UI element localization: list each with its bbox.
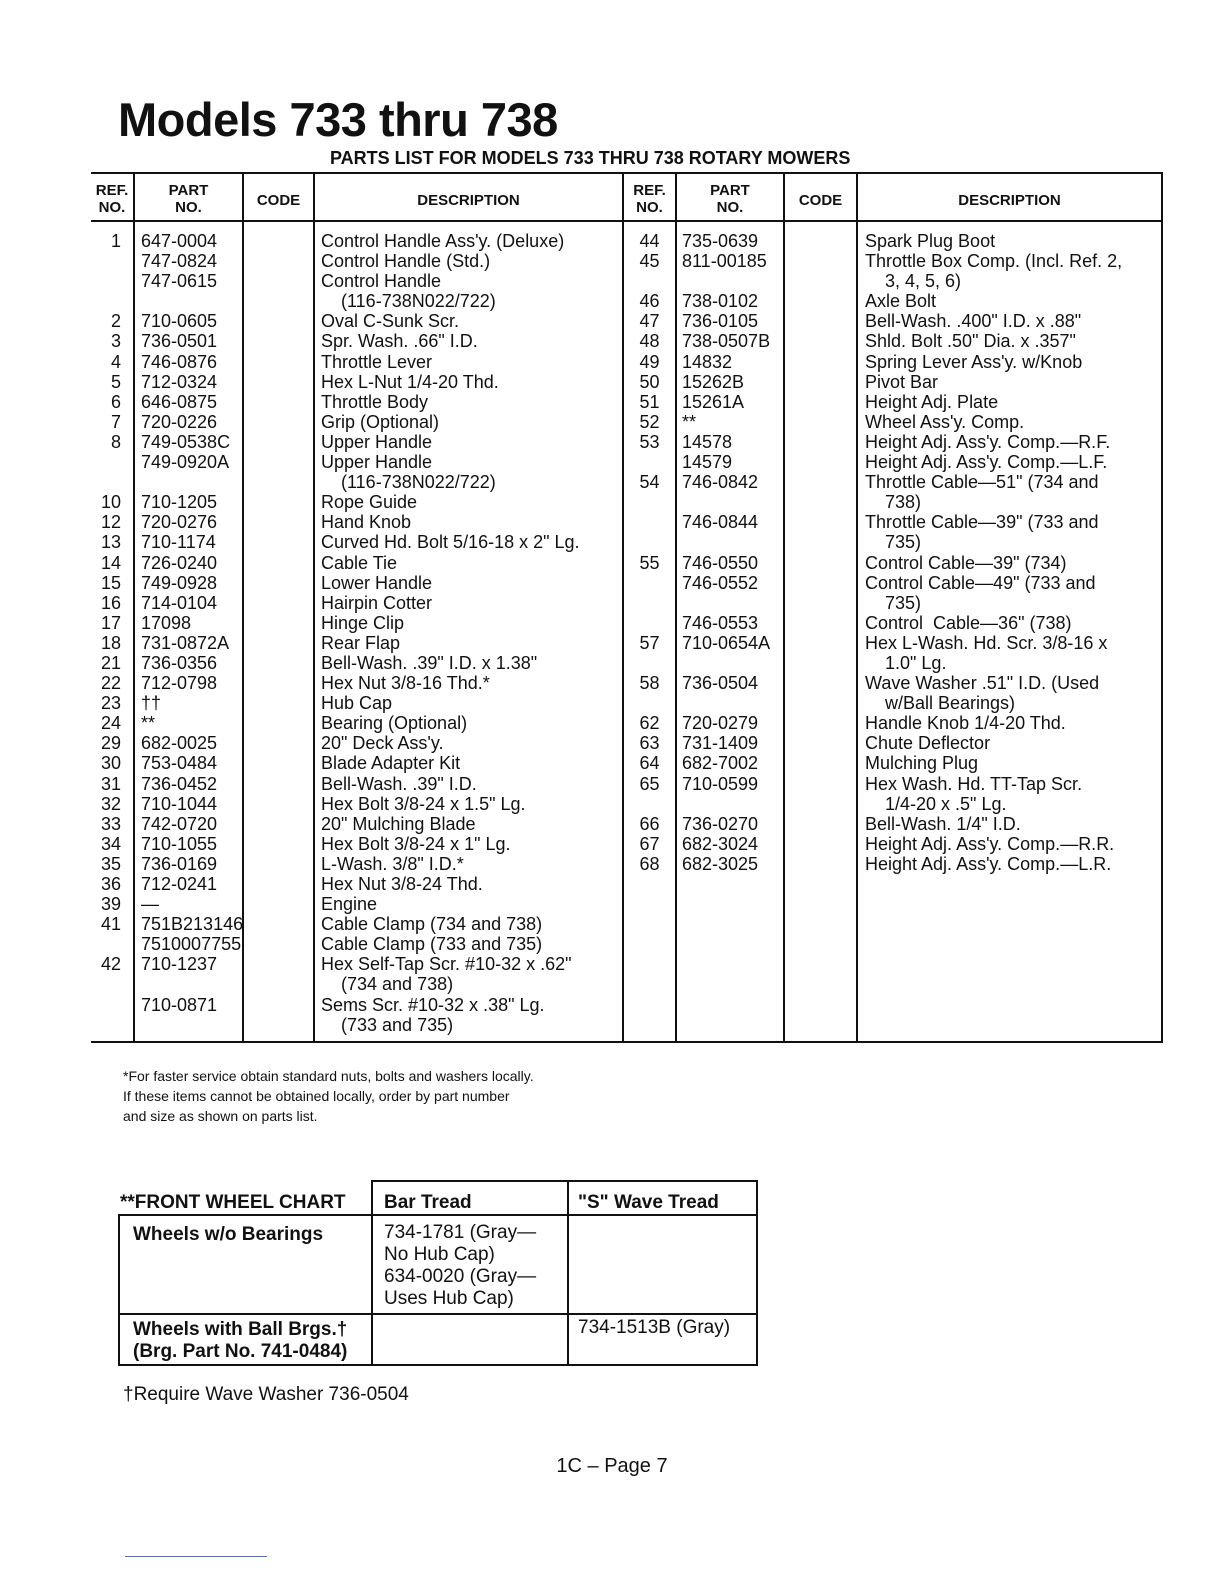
table-border — [567, 1180, 569, 1366]
header-ref-no-right: REF. NO. — [633, 182, 666, 216]
left-ref-column: 1 2 3 4 5 6 7 8 10 12 13 14 15 16 17 18 21 22 23 24 29 30 31 32 33 34 35 36 39 41 42 — [100, 231, 121, 975]
table-border — [371, 1180, 758, 1182]
left-description-column: Control Handle Ass'y. (Deluxe) Control Handle (Std.) Control Handle (116-738N022/722) Oval C-Sunk Scr. Spr. Wash. .66" I.D. Throttle Lever Hex L-Nut 1/4-20 Thd. Throttle Body Grip (Optional) Upper Handle Upper Handle (116-738N022/722) Rope Guide Hand Knob Curved Hd. Bolt 5/16-18 x 2" Lg. Cable Tie Lower Handle Hairpin Cotter Hinge Clip Rear Flap Bell-Wash. .39" I.D. x 1.38" Hex Nut 3/8-16 Thd.* Hub Cap Bearing (Optional) 20" Deck Ass'y. Blade Adapter Kit Bell-Wash. .39" I.D. Hex Bolt 3/8-24 x 1.5" Lg. 20" Mulching Blade Hex Bolt 3/8-24 x 1" Lg. L-Wash. 3/8" I.D.* Hex Nut 3/8-24 Thd. Engine Cable Clamp (734 and 738) Cable Clamp (733 and 735) Hex Self-Tap Scr. #10-32 x .62" (734 and 738) Sems Scr. #10-32 x .38" Lg. (733 and 735) — [321, 231, 580, 1035]
row1-bar-tread-value: 734-1781 (Gray— No Hub Cap) 634-0020 (Gray— Uses Hub Cap) — [384, 1222, 537, 1309]
header-part-no: PART NO. — [168, 182, 209, 216]
parts-table — [91, 172, 1163, 1043]
header-description-right: DESCRIPTION — [958, 192, 1061, 209]
page-title: Models 733 thru 738 — [118, 93, 558, 146]
right-description-column: Spark Plug Boot Throttle Box Comp. (Incl. Ref. 2, 3, 4, 5, 6) Axle Bolt Bell-Wash. .400" I.D. x .88" Shld. Bolt .50" Dia. x .357" Spring Lever Ass'y. w/Knob Pivot Bar Height Adj. Plate Wheel Ass'y. Comp. Height Adj. Ass'y. Comp.—R.F. Height Adj. Ass'y. Comp.—L.F. Throttle Cable—51" (734 and 738) Throttle Cable—39" (733 and 735) Control Cable—39" (734) Control Cable—49" (733 and 735) Control Cable—36" (738) Hex L-Wash. Hd. Scr. 3/8-16 x 1.0" Lg. Wave Washer .51" I.D. (Used w/Ball Bearings) Handle Knob 1/4-20 Thd. Chute Deflector Mulching Plug Hex Wash. Hd. TT-Tap Scr. 1/4-20 x .5" Lg. Bell-Wash. 1/4" I.D. Height Adj. Ass'y. Comp.—R.R. Height Adj. Ass'y. Comp.—L.R. — [865, 231, 1123, 874]
header-code: CODE — [256, 192, 301, 209]
header-part-no-right: PART NO. — [710, 182, 750, 216]
wheel-chart-title: **FRONT WHEEL CHART — [120, 1192, 346, 1213]
table-border — [118, 1364, 758, 1366]
column-divider — [133, 174, 135, 1043]
table-border — [371, 1180, 373, 1366]
header-code-right: CODE — [798, 192, 843, 209]
right-ref-column: 44 45 46 47 48 49 50 51 52 53 54 55 57 58 62 63 64 65 66 67 68 — [639, 231, 660, 874]
hardware-footnote: *For faster service obtain standard nuts, bolts and washers locally. If these items cannot be obtained locally, order by part number and size as shown on parts list. — [123, 1068, 534, 1124]
row2-wave-tread-value: 734-1513B (Gray) — [578, 1317, 731, 1338]
column-divider — [675, 174, 677, 1043]
parts-list-heading: PARTS LIST FOR MODELS 733 THRU 738 ROTARY MOWERS — [330, 148, 851, 168]
table-border — [118, 1214, 758, 1216]
row-wheels-without-bearings: Wheels w/o Bearings — [133, 1224, 324, 1245]
table-border — [118, 1313, 758, 1315]
right-part-column: 735-0639 811-00185 738-0102 736-0105 738-0507B 14832 15262B 15261A ** 14578 14579 746-0842 746-0844 746-0550 746-0552 746-0553 710-0654A 736-0504 720-0279 731-1409 682-7002 710-0599 736-0270 682-3024 682-3025 — [682, 231, 771, 874]
column-divider — [783, 174, 785, 1043]
left-part-column: 647-0004 747-0824 747-0615 710-0605 736-0501 746-0876 712-0324 646-0875 720-0226 749-0538C 749-0920A 710-1205 720-0276 710-1174 726-0240 749-0928 714-0104 17098 731-0872A 736-0356 712-0798 †† ** 682-0025 753-0484 736-0452 710-1044 742-0720 710-1055 736-0169 712-0241 — 751B213146 7510007755 710-1237 710-0871 — [141, 231, 244, 1015]
table-border — [756, 1180, 758, 1366]
bottom-rule — [125, 1556, 267, 1557]
wave-washer-note: †Require Wave Washer 736-0504 — [123, 1384, 409, 1405]
column-divider — [856, 174, 858, 1043]
page-number: 1C – Page 7 — [556, 1455, 668, 1477]
bar-tread-header: Bar Tread — [384, 1192, 472, 1213]
table-border — [118, 1214, 120, 1366]
header-ref-no: REF. NO. — [95, 182, 129, 216]
header-description: DESCRIPTION — [417, 192, 520, 209]
column-divider — [313, 174, 315, 1043]
header-divider — [91, 220, 1161, 222]
row-wheels-with-ball-bearings: Wheels with Ball Brgs.† (Brg. Part No. 741-0484) — [133, 1319, 348, 1362]
wave-tread-header: "S" Wave Tread — [578, 1192, 719, 1213]
